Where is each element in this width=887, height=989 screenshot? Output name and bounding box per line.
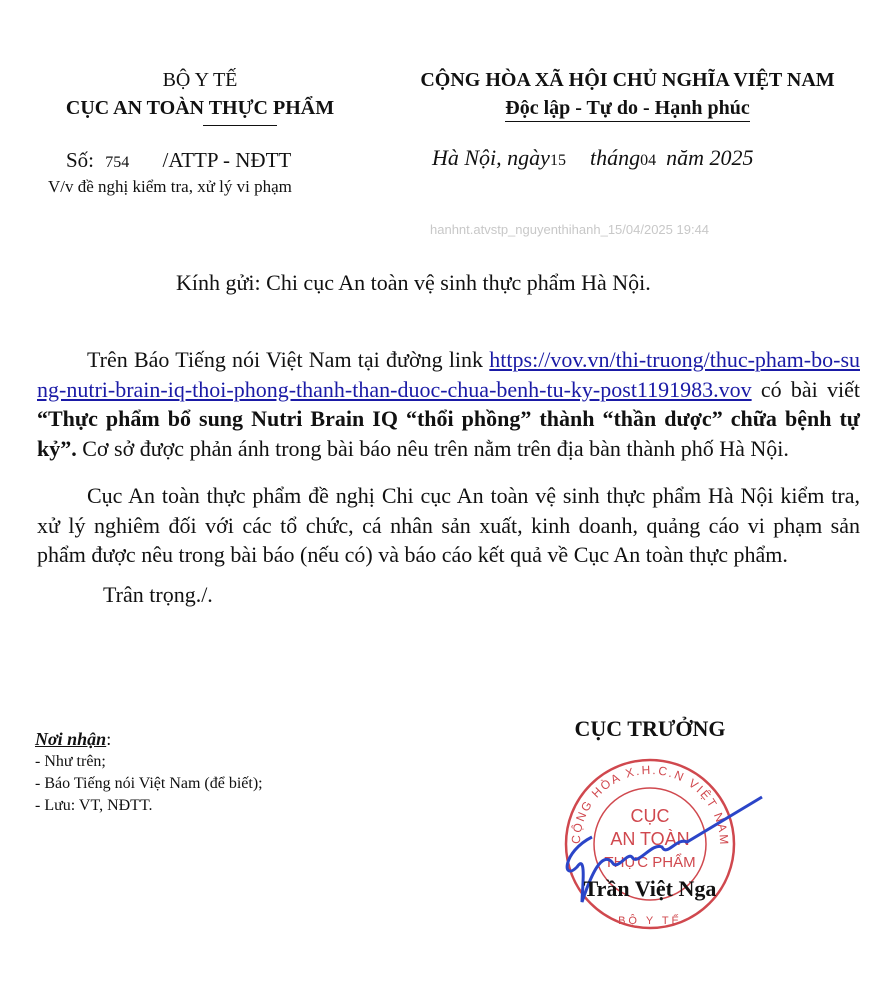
stamp-bottom: BỘ Y TẾ [618,915,682,927]
date-month: 04 [640,152,657,169]
recipient-item: - Như trên; [35,753,106,770]
closing: Trân trọng./. [103,581,213,607]
month-label: tháng [589,145,641,170]
number-suffix: /ATTP - NĐTT [162,148,292,172]
country-name: CỘNG HÒA XÃ HỘI CHỦ NGHĨA VIỆT NAM [420,69,835,91]
para1-intro: Trên Báo Tiếng nói Việt Nam tại đường link [87,347,490,372]
stamp-ring-text: CỘNG HÒA X.H.C.N VIỆT NAM [568,762,732,847]
number-value: 754 [105,154,130,171]
recipients-label: Nơi nhận [35,729,107,749]
letter-body [37,268,860,609]
paragraph-1 [37,345,860,463]
recipient-line: Kính gửi: Chi cục An toàn vệ sinh thực phẩm Hà Nội. [176,270,651,295]
signatory-title: CỤC TRƯỞNG [574,716,726,741]
divider [203,125,277,126]
official-stamp [532,752,772,942]
para1-rest: Cơ sở được phản ánh trong bài báo nêu trên nằm trên địa bàn thành phố Hà Nội. [76,435,789,461]
agency-name: CỤC AN TOÀN THỰC PHẨM [65,97,335,119]
stamp-center-2: AN TOÀN [610,829,690,849]
article-title: “Thực phẩm bổ sung Nutri Brain IQ “thổi phồng” thành “thần dược” chữa bệnh tự kỷ”. [37,406,860,461]
recipients-block: Nơi nhận: - Như trên; - Báo Tiếng nói Việt Nam (để biết); - Lưu: VT, NĐTT. [35,727,263,817]
date-place: Hà Nội, ngày [432,145,550,170]
paragraph-2: Cục An toàn thực phẩm đề nghị Chi cục An toàn vệ sinh thực phẩm Hà Nội kiểm tra, xử lý nghiêm đối với các tổ chức, cá nhân sản xuất, kinh doanh, quảng cáo vi phạm sản phẩm được nêu trong bài báo (nếu có) và báo cáo kết quả về Cục An toàn thực phẩm. [37,483,860,567]
stamp-center-3: THỰC PHẨM [604,854,696,871]
recipient-item: - Lưu: VT, NĐTT. [35,797,153,814]
date-line [432,145,753,174]
watermark: hanhnt.atvstp_nguyenthihanh_15/04/2025 19:44 [430,222,710,237]
header-left [20,66,380,122]
date-year: năm 2025 [666,145,754,170]
document-number [66,148,291,175]
subject: V/v đề nghị kiểm tra, xử lý vi phạm [48,177,292,196]
signatory-name: Trần Việt Nga [583,876,717,901]
ministry-name: BỘ Y TẾ [162,69,238,91]
article-link[interactable]: https://vov.vn/thi-truong/thuc-pham-bo-sung-nutri-brain-iq-thoi-phong-thanh-than-duoc-chua-benh-tu-ky-post1191983.vov [37,347,860,402]
number-prefix: Số: [66,148,95,172]
stamp-center-1: CỤC [630,806,670,826]
motto: Độc lập - Tự do - Hạnh phúc [505,95,749,122]
header-right [375,66,880,122]
para1-mid: có bài viết [751,376,860,402]
date-day: 15 [549,152,566,169]
recipient-item: - Báo Tiếng nói Việt Nam (để biết); [35,775,263,792]
